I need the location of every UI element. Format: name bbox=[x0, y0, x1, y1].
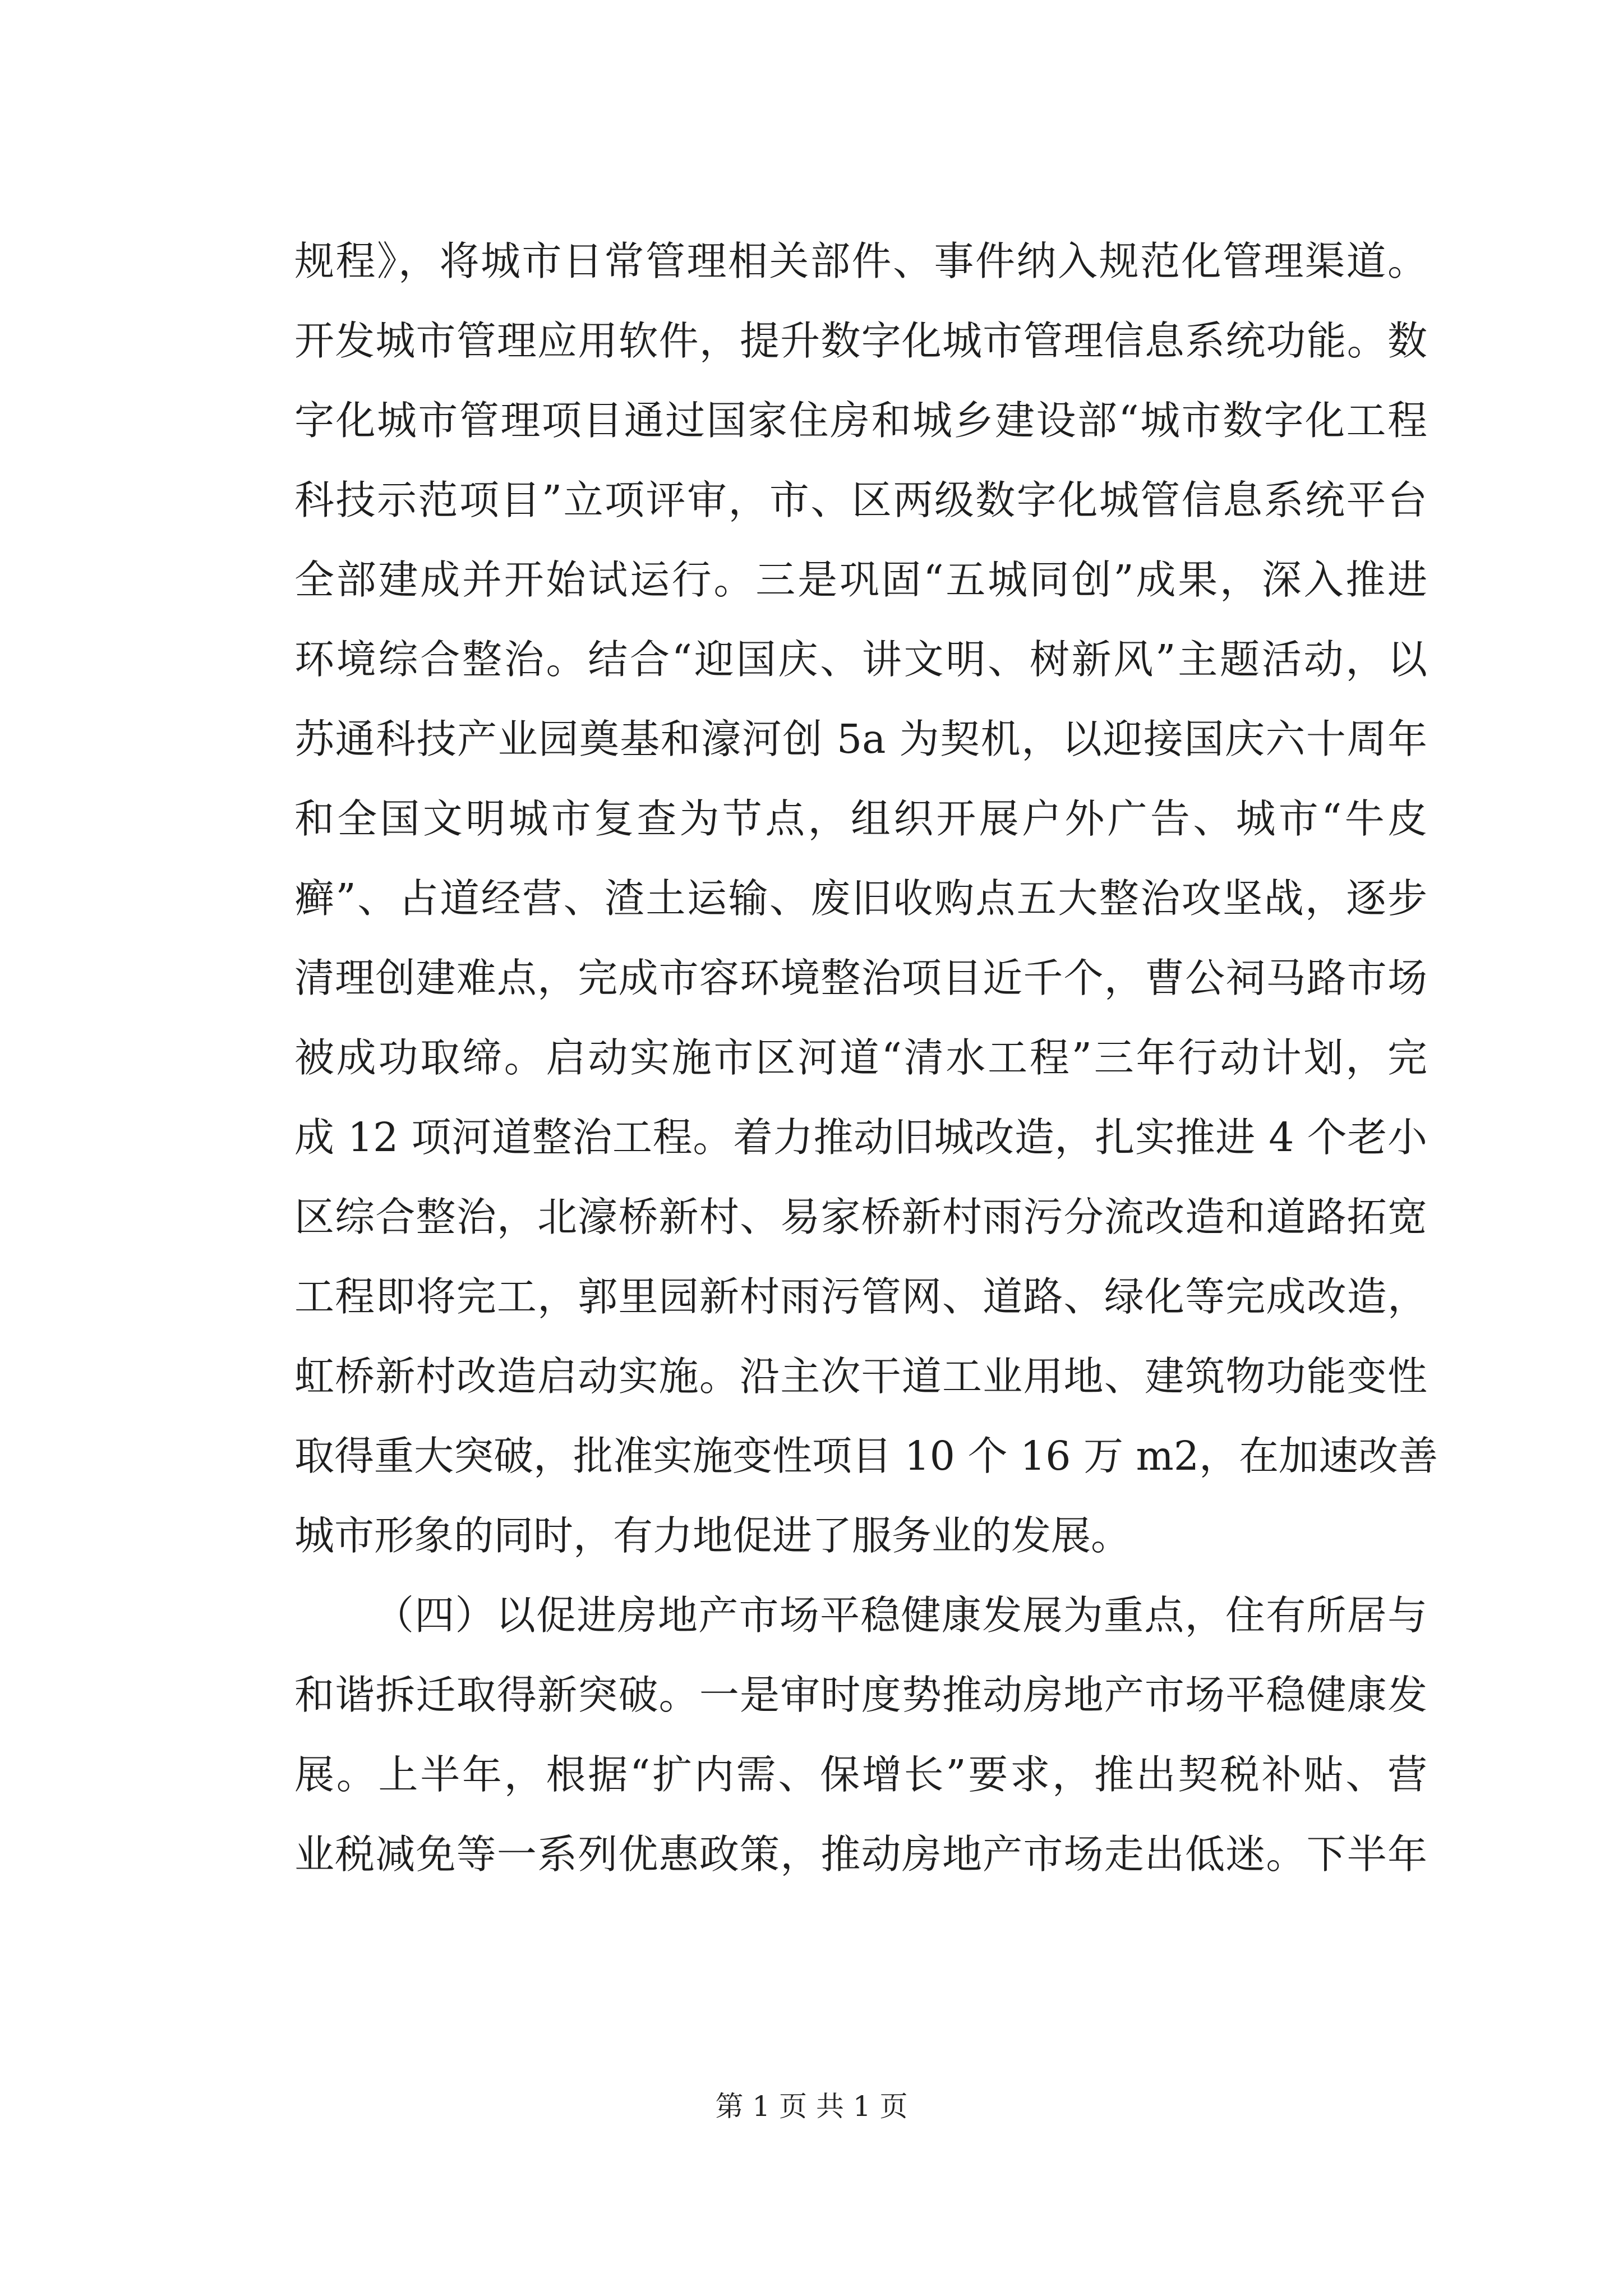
text-line: 展。上半年，根据“扩内需、保增长”要求，推出契税补贴、营 bbox=[294, 1751, 1427, 1798]
text-line: 癣”、占道经营、渣土运输、废旧收购点五大整治攻坚战，逐步 bbox=[294, 875, 1427, 922]
text-line: 清理创建难点，完成市容环境整治项目近千个，曹公祠马路市场 bbox=[294, 955, 1427, 1001]
text-line: 开发城市管理应用软件，提升数字化城市管理信息系统功能。数 bbox=[294, 318, 1427, 364]
page-footer bbox=[0, 2087, 1623, 2126]
text-line: 苏通科技产业园奠基和濠河创 5a 为契机，以迎接国庆六十周年 bbox=[294, 716, 1427, 762]
text-line: 成 12 项河道整治工程。着力推动旧城改造，扎实推进 4 个老小 bbox=[294, 1114, 1427, 1161]
text-line: 被成功取缔。启动实施市区河道“清水工程”三年行动计划，完 bbox=[294, 1034, 1427, 1081]
text-line: 和谐拆迁取得新突破。一是审时度势推动房地产市场平稳健康发 bbox=[294, 1672, 1427, 1718]
text-line: 全部建成并开始试运行。三是巩固“五城同创”成果，深入推进 bbox=[294, 556, 1427, 603]
text-line: 和全国文明城市复查为节点，组织开展户外广告、城市“牛皮 bbox=[294, 795, 1427, 842]
paragraph-1 bbox=[294, 222, 1438, 1576]
text-line: 取得重大突破，批准实施变性项目 10 个 16 万 m2，在加速改善 bbox=[294, 1433, 1438, 1479]
text-line: 业税减免等一系列优惠政策，推动房地产市场走出低迷。下半年 bbox=[294, 1831, 1427, 1878]
page-number: 第 1 页 共 1 页 bbox=[715, 2090, 908, 2123]
body-text bbox=[294, 222, 1438, 1894]
text-line: （四）以促进房地产市场平稳健康发展为重点，住有所居与 bbox=[374, 1592, 1427, 1639]
text-line: 工程即将完工，郭里园新村雨污管网、道路、绿化等完成改造， bbox=[294, 1273, 1427, 1320]
text-line: 虹桥新村改造启动实施。沿主次干道工业用地、建筑物功能变性 bbox=[294, 1353, 1427, 1400]
text-line: 城市形象的同时，有力地促进了服务业的发展。 bbox=[294, 1512, 1131, 1559]
text-line: 区综合整治，北濠桥新村、易家桥新村雨污分流改造和道路拓宽 bbox=[294, 1194, 1427, 1240]
text-line: 科技示范项目”立项评审，市、区两级数字化城管信息系统平台 bbox=[294, 477, 1427, 523]
text-line: 字化城市管理项目通过国家住房和城乡建设部“城市数字化工程 bbox=[294, 397, 1427, 444]
text-line: 规程》，将城市日常管理相关部件、事件纳入规范化管理渠道。 bbox=[294, 238, 1427, 284]
paragraph-2 bbox=[294, 1576, 1427, 1894]
text-line: 环境综合整治。结合“迎国庆、讲文明、树新风”主题活动，以 bbox=[294, 636, 1427, 683]
